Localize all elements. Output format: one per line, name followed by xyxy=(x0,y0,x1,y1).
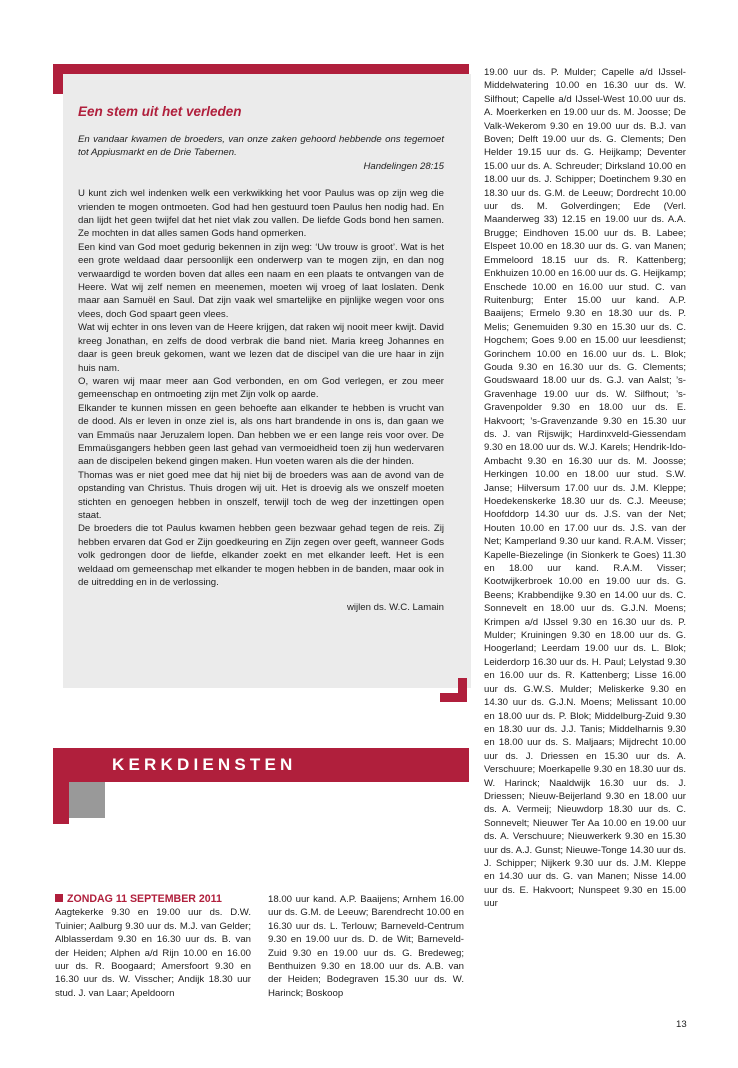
paragraph: De broeders die tot Paulus kwamen hebben geen bezwaar gehad tegen de reis. Zij hebben ervaren dat God er Zijn goedkeuring en Zijn zegen over geeft, wanneer Gods volk gedrongen door de liefde, elkander zoekt en met elkander leeft. Het is een weldaad om gemeenschap met elkander te mogen hebben in de banden, maar ook in de uitredding en in de verlossing. xyxy=(78,523,444,588)
day-heading xyxy=(55,893,251,906)
devotional-content xyxy=(78,104,444,615)
box-accent-left xyxy=(53,64,63,94)
day-heading-label: ZONDAG 11 SEPTEMBER 2011 xyxy=(67,893,222,905)
page-number: 13 xyxy=(676,1019,687,1030)
banner-gray-block xyxy=(69,782,105,818)
services-text: Aagtekerke 9.30 en 19.00 uur ds. D.W. Tuinier; Aalburg 9.30 uur ds. M.J. van Gelder; Alblasserdam 9.30 en 16.30 uur ds. B. van der Heiden; Alphen a/d Rijn 10.00 en 16.00 uur ds. R. Boogaard; Amersfoort 9.30 en 16.30 uur ds. W. Visscher; Andijk 18.30 uur stud. J. van Laar; Apeldoorn xyxy=(55,907,251,999)
author-signature: wijlen ds. W.C. Lamain xyxy=(346,602,444,614)
paragraph: U kunt zich wel indenken welk een verkwikking het voor Paulus was op zijn weg die vrienden te mogen ontmoeten. God had hen gestuurd toen Paulus hen nodig had. En dan lijdt het geen twijfel dat het niet vlak zou vallen. De liefde Gods bond hen samen. Ze mochten in dat alles samen Gods hand opmerken. xyxy=(78,188,444,240)
section-title: KERKDIENSTEN xyxy=(112,755,297,774)
box-corner-accent xyxy=(440,693,467,702)
paragraph: Elkander te kunnen missen en geen behoefte aan elkander te hebben is vrucht van de dood. Als er leven in onze ziel is, als ons hart brandende in ons is, dan gaan we van Emmaüs naar Jeruzalem lopen. Dan hebben we er een lange reis voor over. De Emmaüsgangers hebben geen last gehad van vermoeidheid toen zij hun wedervaren aan de discipelen bekend gingen maken. Hun voeten waren als die der hinden. xyxy=(78,402,444,468)
paragraph: Thomas was er niet goed mee dat hij niet bij de broeders was aan de avond van de opstanding van Christus. Thuis drogen wij uit. Het is droevig als we onszelf moeten stichten en genoegen hebben in onszelf, terwijl toch de weg der inzettingen open staat. xyxy=(78,469,444,521)
devotional-title: Een stem uit het verleden xyxy=(78,104,242,119)
scripture-quote: En vandaar kwamen de broeders, van onze zaken gehoord hebbende ons tegemoet tot Appiusmarkt en de Drie Tabernen. xyxy=(78,134,444,159)
banner-accent xyxy=(53,748,69,824)
paragraph: O, waren wij maar meer aan God verbonden, en om God verlegen, er zou meer gemeenschap en ontmoeting zijn met Zijn volk op aarde. xyxy=(78,375,444,401)
services-column-1 xyxy=(55,893,251,1000)
paragraph: Een kind van God moet gedurig bekennen in zijn weg: ‘Uw trouw is groot’. Wat is het een grote weldaad daar persoonlijk een onderwerp van te mogen zijn, en dan nog verwaardigd te worden boven dat alles een naam en een plaats te ontvangen van de Heere. Wat wij zelf nemen en meenemen, moeten wij vroeg of laat loslaten. Denk maar aan Samuël en Saul. Dat zijn vaak wel smartelijke en pijnlijke wegen voor ons vlees, doch God spaart geen vlees. xyxy=(78,241,444,320)
square-bullet-icon xyxy=(55,894,63,902)
paragraph: Wat wij echter in ons leven van de Heere krijgen, dat raken wij nooit meer kwijt. David kreeg Jonathan, en zelfs de dood verbrak die band niet. Maria kreeg Johannes en daar is geen breuk gekomen, want we lezen dat de discipel van die ure haar in zijn huis nam. xyxy=(78,322,444,374)
box-accent-top xyxy=(53,64,469,74)
devotional-body xyxy=(78,187,444,589)
scripture-reference: Handelingen 28:15 xyxy=(363,160,444,172)
services-column-2: 18.00 uur kand. A.P. Baaijens; Arnhem 16.00 uur ds. G.M. de Leeuw; Barendrecht 10.00 en 16.30 uur ds. L. Terlouw; Barneveld-Centrum 9.30 en 19.00 uur ds. D. de Wit; Barneveld-Zuid 9.30 en 19.00 uur ds. G. Bredeweg; Benthuizen 9.30 en 18.00 uur ds. A.B. van der Heiden; Bodegraven 15.30 uur ds. W. Harinck; Boskoop xyxy=(268,894,464,999)
services-column-3: 19.00 uur ds. P. Mulder; Capelle a/d IJssel-Middelwatering 10.00 en 16.30 uur ds. W. Silfhout; Capelle a/d IJssel-West 10.00 uur ds. A. Moerkerken en 19.00 uur ds. M. Joosse; De Valk-Wekerom 9.30 en 19.00 uur ds. B.J. van Boven; Delft 19.00 uur ds. G. Clements; Den Helder 19.15 uur ds. G. Heijkamp; Deventer 15.00 uur ds. A. Schreuder; Dirksland 10.00 en 18.00 uur ds. J. Schipper; Doetinchem 9.30 en 18.30 uur ds. G.M. de Leeuw; Dordrecht 10.00 uur ds. M. Golverdingen; Ede (Verl. Maanderweg 33) 12.15 en 19.00 uur ds. A.A. Brugge; Eindhoven 15.00 uur ds. B. Labee; Elspeet 10.00 en 18.30 uur ds. G. van Manen; Emmeloord 18.15 uur ds. R. Kattenberg; Enkhuizen 10.00 en 16.00 uur ds. G. Heijkamp; Enschede 10.00 en 16.00 uur stud. C. van Ruitenburg; Enter 15.00 uur kand. A.P. Baaijens; Ermelo 9.30 en 18.30 uur ds. P. Melis; Genemuiden 9.30 en 15.30 uur ds. C. Hogchem; Goes 9.00 en 15.00 uur leesdienst; Gorinchem 10.00 en 16.00 uur ds. L. Blok; Gouda 9.30 en 16.30 uur ds. G. Clements; Goudswaard 18.00 uur ds. G.J. van Aalst; ’s-Gravenhage 19.00 uur ds. W. Silfhout; ’s-Gravenpolder 9.30 en 18.00 uur ds. E. Hakvoort; ’s-Gravenzande 9.30 en 15.30 uur ds. J. van Rijswijk; Hardinxveld-Giessendam 9.30 en 18.00 uur ds. W.J. Karels; Hendrik-Ido-Ambacht 9.30 en 16.30 uur ds. M. Joosse; Herkingen 10.00 en 18.00 uur stud. S.W. Janse; Hilversum 17.00 uur ds. J.M. Kleppe; Hoedekenskerke 18.30 uur ds. C.J. Meeuse; Hoofddorp 14.30 uur ds. J.S. van der Net; Houten 10.00 en 17.00 uur ds. J.S. van der Net; Kamperland 9.30 uur kand. R.A.M. Visser; Kapelle-Biezelinge (in Sionkerk te Goes) 11.30 en 18.00 uur kand. R.A.M. Visser; Kootwijkerbroek 10.00 en 19.00 uur ds. G. Beens; Krabbendijke 9.30 en 14.00 uur ds. C. Sonnevelt en 18.00 uur ds. G.J.N. Moens; Krimpen a/d IJssel 9.30 en 16.30 uur ds. P. Mulder; Kruiningen 9.30 en 18.00 uur ds. G. Hoogerland; Leerdam 19.00 uur ds. L. Blok; Leiderdorp 16.30 uur ds. H. Paul; Lelystad 9.30 en 16.00 uur ds. R. Kattenberg; Lisse 16.00 uur ds. G.W.S. Mulder; Meliskerke 9.30 en 14.30 uur ds. G.J.N. Moens; Melissant 10.00 en 18.00 uur ds. P. Blok; Middelburg-Zuid 9.30 en 18.30 uur ds. J.J. Tanis; Middelharnis 9.30 en 18.00 uur ds. S. Maljaars; Mijdrecht 10.00 uur ds. J. Driessen en 15.30 uur ds. A. Verschuure; Moerkapelle 9.30 en 18.30 uur ds. W. Harinck; Naaldwijk 16.30 uur ds. J. Driessen; Nieuw-Beijerland 9.30 en 18.00 uur ds. A. Vermeij; Nieuwdorp 18.30 uur ds. C. Sonnevelt; Nieuwer Ter Aa 10.00 en 19.00 uur ds. A. Verschuure; Nieuwerkerk 9.30 en 15.30 uur ds. A.J. Gunst; Nieuwe-Tonge 14.30 uur ds. J. Schipper; Nijkerk 9.30 uur ds. J.M. Kleppe en 14.30 uur ds. G. van Manen; Nisse 14.00 uur ds. E. Hakvoort; Nunspeet 9.30 en 15.00 uur xyxy=(484,67,686,910)
